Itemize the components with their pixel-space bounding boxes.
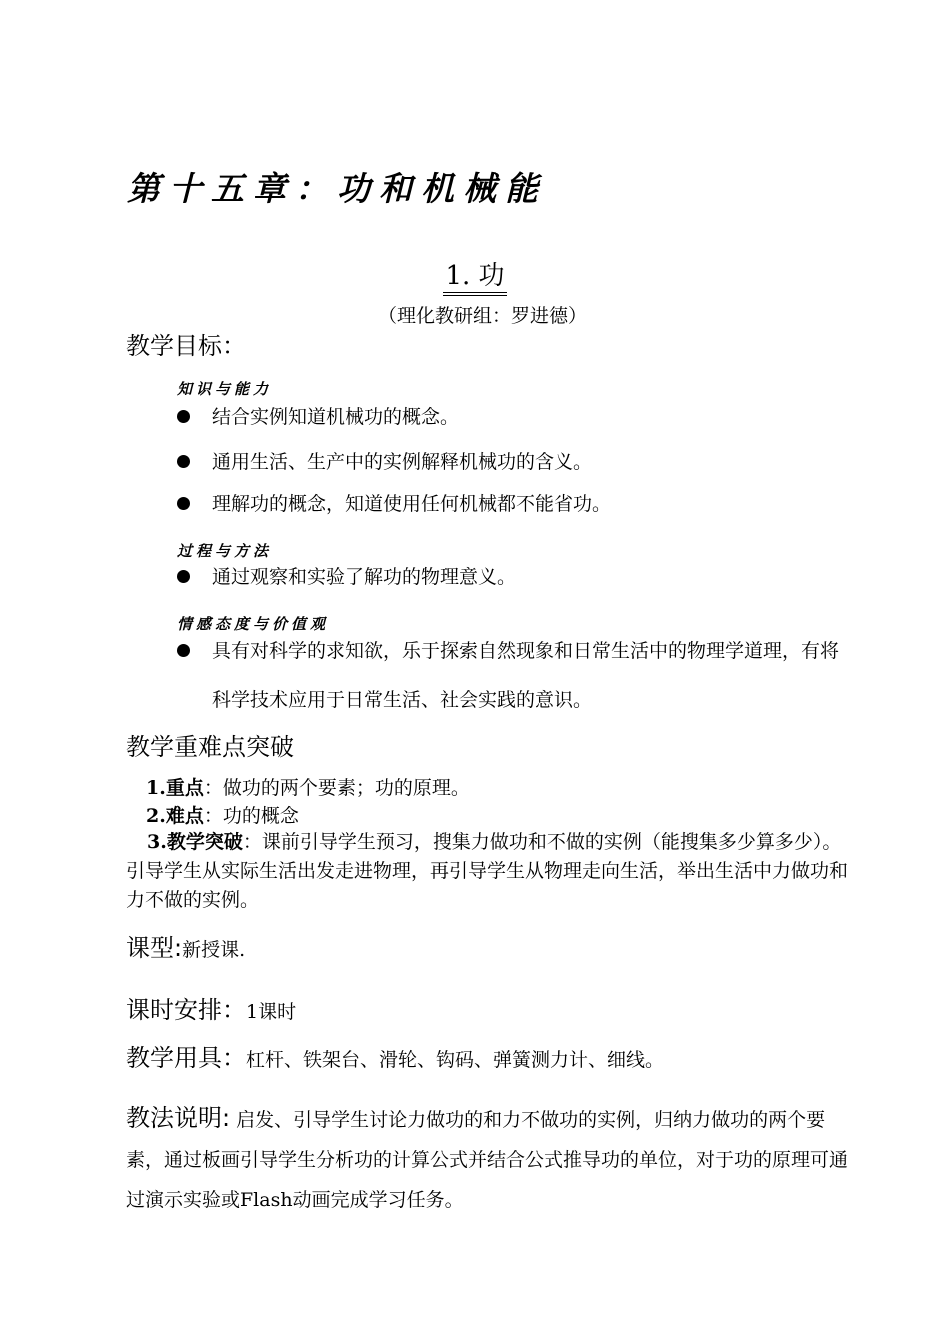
bullet-icon bbox=[177, 410, 190, 423]
knowledge-item: 理解功的概念，知道使用任何机械都不能省功。 bbox=[177, 483, 857, 526]
attitude-heading: 情感态度与价值观 bbox=[177, 615, 330, 633]
section-title-text: 1. 功 bbox=[443, 261, 506, 296]
lesson-type-line: 课型:新授课. bbox=[126, 934, 246, 962]
difficult-point-line: 2.难点：功的概念 bbox=[146, 805, 299, 827]
breakthrough-paragraph: 3.教学突破：课前引导学生预习，搜集力做功和不做的实例（能搜集多少算多少）。引导学生从实际生活出发走进物理，再引导学生从物理走向生活，举出生活中力做功和力不做的实例。 bbox=[126, 831, 849, 911]
tools-line: 教学用具：杠杆、铁架台、滑轮、钩码、弹簧测力计、细线。 bbox=[126, 1044, 665, 1072]
attitude-item: 具有对科学的求知欲，乐于探索自然现象和日常生活中的物理学道理，有将科学技术应用于日常生活、社会实践的意识。 bbox=[177, 627, 857, 725]
process-item: 通过观察和实验了解功的物理意义。 bbox=[177, 556, 857, 599]
knowledge-item: 结合实例知道机械功的概念。 bbox=[177, 396, 857, 439]
bullet-icon bbox=[177, 455, 190, 468]
bullet-icon bbox=[177, 570, 190, 583]
objectives-heading: 教学目标： bbox=[126, 332, 246, 360]
method-paragraph: 教法说明: 启发、引导学生讨论力做功的和力不做功的实例，归纳力做功的两个要素，通过板画引导学生分析功的计算公式并结合公式推导功的单位，对于功的原理可通过演示实验或Flash动画完成学习任务。 bbox=[126, 1104, 849, 1211]
knowledge-item: 通用生活、生产中的实例解释机械功的含义。 bbox=[177, 441, 857, 484]
key-points-heading: 教学重难点突破 bbox=[126, 733, 294, 761]
chapter-title: 第十五章：功和机械能 bbox=[127, 169, 547, 208]
bullet-icon bbox=[177, 644, 190, 657]
key-point-line: 1.重点：做功的两个要素；功的原理。 bbox=[146, 777, 470, 799]
process-heading: 过程与方法 bbox=[177, 542, 273, 560]
bullet-icon bbox=[177, 497, 190, 510]
author-line: （理化教研组：罗进德） bbox=[377, 305, 587, 327]
schedule-line: 课时安排：1课时 bbox=[126, 996, 297, 1024]
section-title bbox=[0, 255, 950, 292]
knowledge-heading: 知识与能力 bbox=[177, 380, 273, 398]
